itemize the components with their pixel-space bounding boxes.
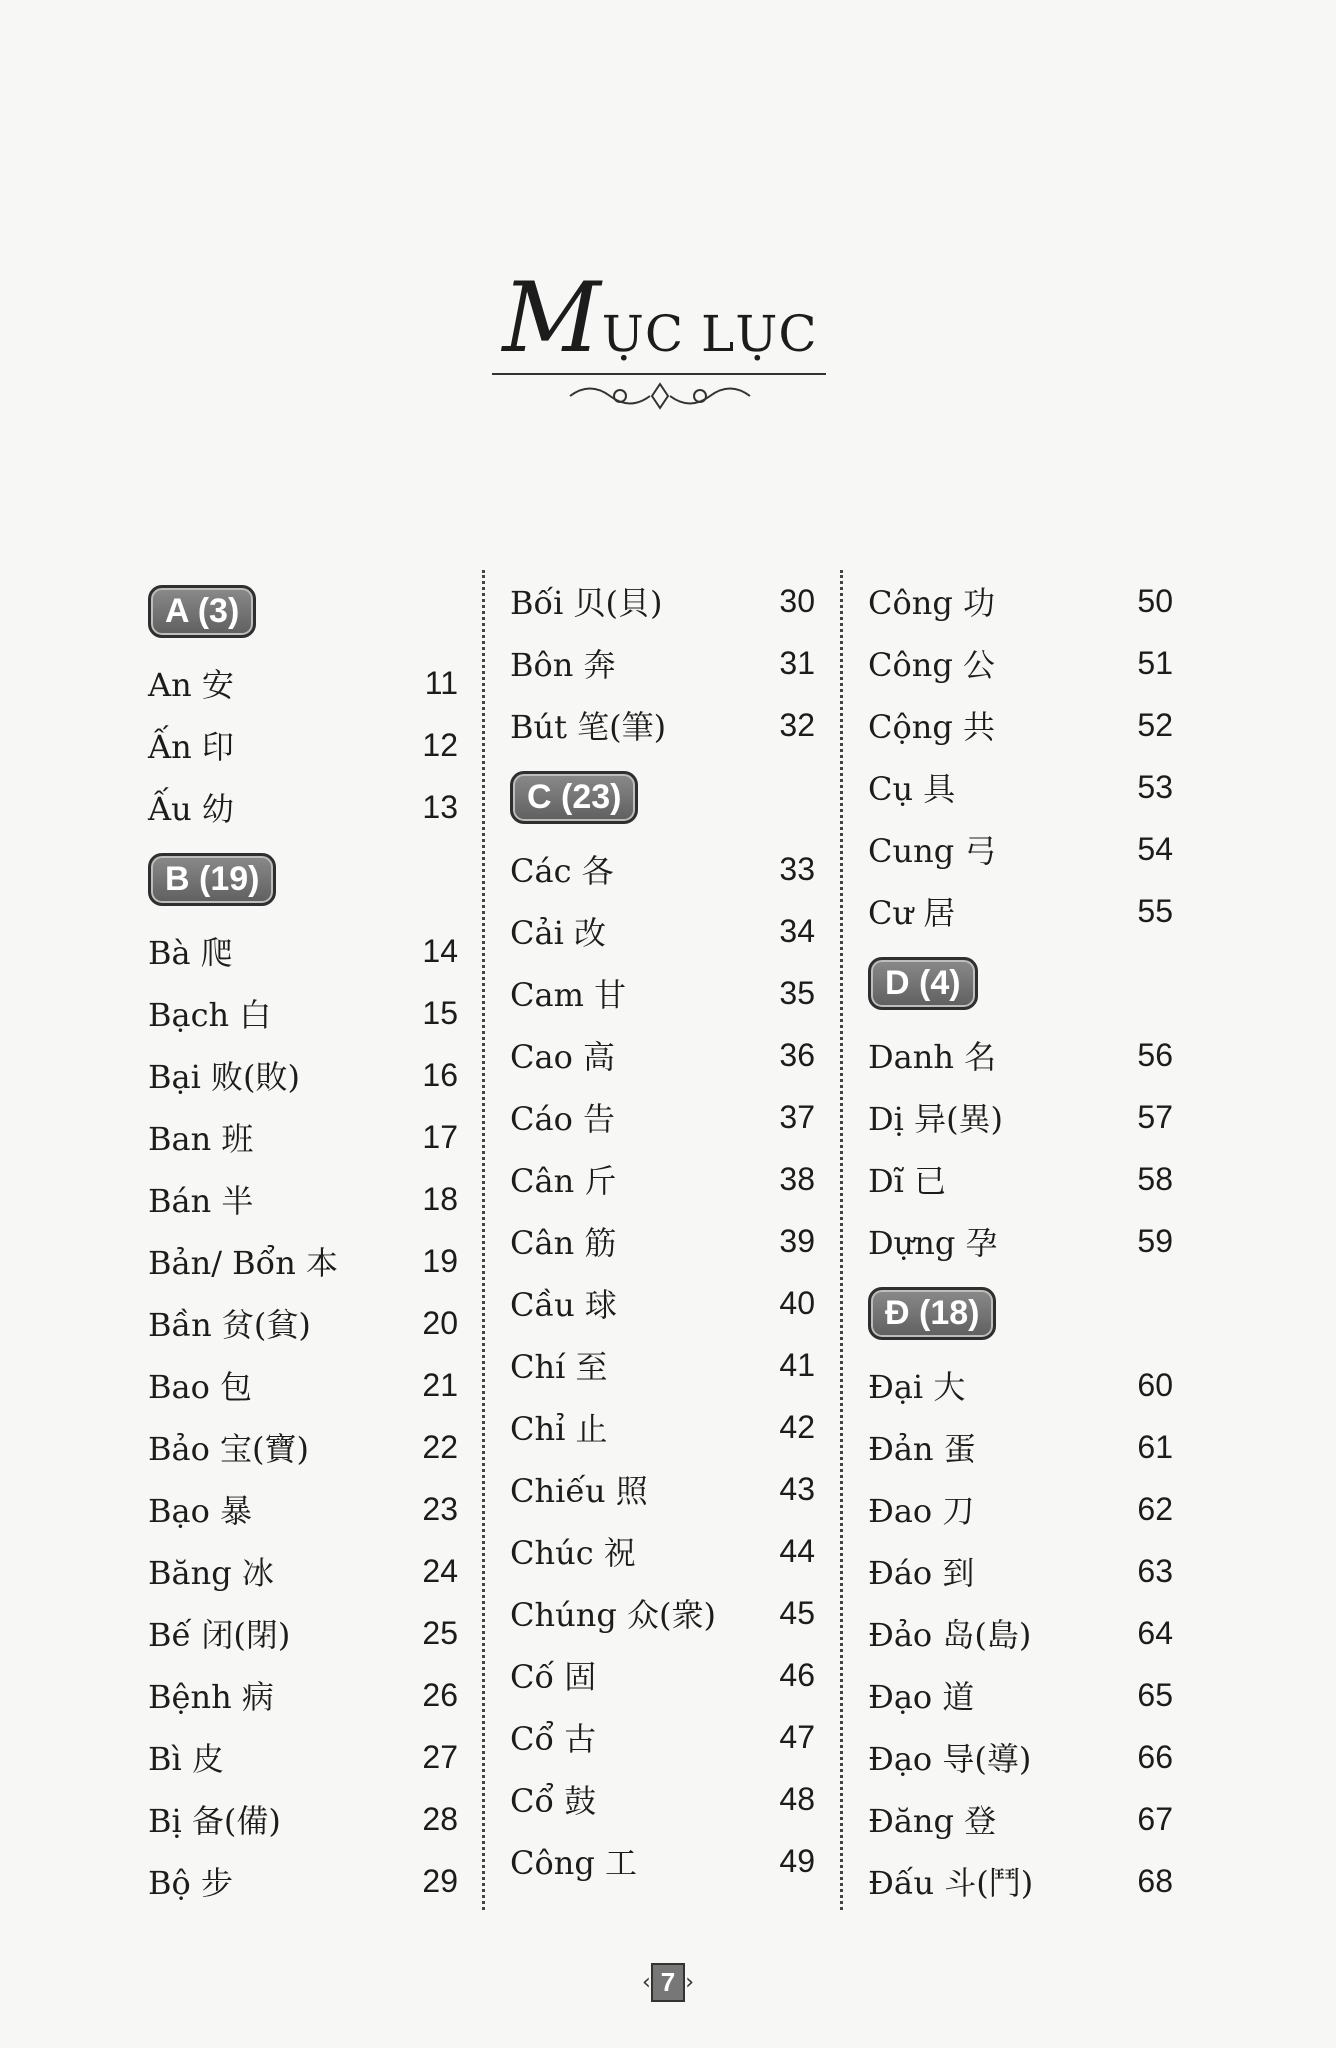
entry-page-number: 24	[422, 1552, 458, 1589]
toc-entry[interactable]	[868, 694, 1173, 756]
title-initial: M	[502, 262, 602, 374]
toc-entry[interactable]	[868, 570, 1173, 632]
toc-entry[interactable]	[510, 1458, 815, 1520]
entry-title: Đấu 斗(鬥)	[868, 1864, 1034, 1902]
entry-page-number: 33	[779, 850, 815, 887]
toc-entry[interactable]	[868, 1478, 1173, 1540]
toc-entry[interactable]	[868, 756, 1173, 818]
section-badge: A (3)	[148, 585, 256, 638]
entry-page-number: 65	[1137, 1676, 1173, 1713]
toc-entry[interactable]	[510, 1210, 815, 1272]
toc-entry[interactable]	[868, 818, 1173, 880]
toc-entry[interactable]	[510, 1582, 815, 1644]
toc-entry[interactable]	[148, 1540, 458, 1602]
entry-page-number: 41	[779, 1346, 815, 1383]
column-separator	[840, 570, 843, 1910]
toc-column-1	[148, 570, 458, 1912]
entry-page-number: 51	[1137, 644, 1173, 681]
entry-title: Cáo 告	[510, 1100, 616, 1138]
entry-title: Dựng 孕	[868, 1224, 998, 1262]
entry-page-number: 39	[779, 1222, 815, 1259]
entry-page-number: 27	[422, 1738, 458, 1775]
toc-entry[interactable]	[148, 652, 458, 714]
toc-entry[interactable]	[868, 1788, 1173, 1850]
entry-title: Bại 败(敗)	[148, 1058, 300, 1096]
entry-title: Cải 改	[510, 914, 606, 952]
toc-column-3	[868, 570, 1173, 1912]
entry-title: Bôn 奔	[510, 646, 616, 684]
entry-title: Cân 筋	[510, 1224, 617, 1262]
page-title	[0, 262, 1320, 374]
toc-entry[interactable]	[510, 1830, 815, 1892]
entry-title: Đăng 登	[868, 1802, 997, 1840]
entry-title: Đáo 到	[868, 1554, 975, 1592]
toc-entry[interactable]	[510, 962, 815, 1024]
entry-page-number: 50	[1137, 582, 1173, 619]
toc-entry[interactable]	[510, 900, 815, 962]
title-divider	[492, 373, 826, 375]
section-badge-wrap	[868, 1272, 1173, 1354]
toc-entry[interactable]	[868, 1354, 1173, 1416]
entry-page-number: 52	[1137, 706, 1173, 743]
entry-page-number: 47	[779, 1718, 815, 1755]
toc-entry[interactable]	[868, 1086, 1173, 1148]
toc-entry[interactable]	[510, 1706, 815, 1768]
toc-entry[interactable]	[868, 1602, 1173, 1664]
toc-entry[interactable]	[868, 1540, 1173, 1602]
entry-page-number: 68	[1137, 1862, 1173, 1899]
section-badge-wrap	[510, 756, 815, 838]
entry-title: Chúng 众(衆)	[510, 1596, 716, 1634]
entry-title: Bối 贝(貝)	[510, 584, 663, 622]
entry-title: Bì 皮	[148, 1740, 224, 1778]
toc-entry[interactable]	[510, 1148, 815, 1210]
entry-page-number: 53	[1137, 768, 1173, 805]
entry-page-number: 15	[422, 994, 458, 1031]
entry-title: Bảo 宝(寶)	[148, 1430, 310, 1468]
toc-column-2	[510, 570, 815, 1892]
entry-page-number: 30	[779, 582, 815, 619]
toc-entry[interactable]	[868, 1726, 1173, 1788]
entry-title: Bị 备(備)	[148, 1802, 281, 1840]
entry-page-number: 55	[1137, 892, 1173, 929]
entry-page-number: 21	[422, 1366, 458, 1403]
entry-page-number: 46	[779, 1656, 815, 1693]
toc-entry[interactable]	[148, 1044, 458, 1106]
entry-page-number: 29	[422, 1862, 458, 1899]
entry-title: Bệnh 病	[148, 1678, 274, 1716]
toc-entry[interactable]	[148, 1416, 458, 1478]
entry-title: Bút 笔(筆)	[510, 708, 667, 746]
entry-title: Ấn 印	[148, 728, 234, 766]
toc-entry[interactable]	[868, 1210, 1173, 1272]
entry-title: Công 工	[510, 1844, 638, 1882]
section-badge-wrap	[148, 838, 458, 920]
entry-page-number: 22	[422, 1428, 458, 1465]
toc-entry[interactable]	[148, 1106, 458, 1168]
entry-title: Đản 蛋	[868, 1430, 976, 1468]
toc-entry[interactable]	[148, 1788, 458, 1850]
toc-entry[interactable]	[148, 1168, 458, 1230]
toc-entry[interactable]	[868, 1148, 1173, 1210]
entry-page-number: 35	[779, 974, 815, 1011]
section-badge: D (4)	[868, 957, 978, 1010]
entry-page-number: 28	[422, 1800, 458, 1837]
entry-title: Ấu 幼	[148, 790, 234, 828]
entry-title: Các 各	[510, 852, 614, 890]
toc-entry[interactable]	[510, 1334, 815, 1396]
entry-page-number: 16	[422, 1056, 458, 1093]
entry-page-number: 64	[1137, 1614, 1173, 1651]
entry-title: Bần 贫(貧)	[148, 1306, 311, 1344]
entry-page-number: 37	[779, 1098, 815, 1135]
section-badge-wrap	[868, 942, 1173, 1024]
entry-title: Công 公	[868, 646, 996, 684]
toc-entry[interactable]	[148, 1664, 458, 1726]
entry-page-number: 14	[422, 932, 458, 969]
entry-page-number: 19	[422, 1242, 458, 1279]
toc-entry[interactable]	[148, 1850, 458, 1912]
toc-entry[interactable]	[148, 1478, 458, 1540]
entry-title: Bộ 步	[148, 1864, 233, 1902]
toc-entry[interactable]	[510, 1086, 815, 1148]
section-badge: C (23)	[510, 771, 638, 824]
ornament-icon	[560, 376, 760, 416]
toc-entry[interactable]	[148, 1354, 458, 1416]
title-rest: ỤC LỤC	[601, 305, 818, 363]
chevron-left-icon: ‹	[641, 1969, 651, 1995]
section-badge: Đ (18)	[868, 1287, 996, 1340]
entry-title: Đảo 岛(島)	[868, 1616, 1032, 1654]
entry-page-number: 49	[779, 1842, 815, 1879]
entry-page-number: 34	[779, 912, 815, 949]
entry-title: Dị 异(異)	[868, 1100, 1004, 1138]
column-separator	[482, 570, 485, 1910]
entry-page-number: 58	[1137, 1160, 1173, 1197]
entry-page-number: 59	[1137, 1222, 1173, 1259]
entry-page-number: 31	[779, 644, 815, 681]
toc-entry[interactable]	[868, 1664, 1173, 1726]
entry-title: Bản/ Bổn 本	[148, 1244, 339, 1282]
entry-title: Danh 名	[868, 1038, 997, 1076]
entry-page-number: 63	[1137, 1552, 1173, 1589]
entry-title: Cụ 具	[868, 770, 956, 808]
toc-entry[interactable]	[868, 632, 1173, 694]
entry-title: Cân 斤	[510, 1162, 617, 1200]
entry-title: Dĩ 已	[868, 1162, 947, 1200]
toc-entry[interactable]	[868, 1416, 1173, 1478]
entry-page-number: 12	[422, 726, 458, 763]
entry-page-number: 43	[779, 1470, 815, 1507]
entry-page-number: 60	[1137, 1366, 1173, 1403]
toc-entry[interactable]	[148, 982, 458, 1044]
section-badge: B (19)	[148, 853, 276, 906]
entry-title: Cổ 古	[510, 1720, 597, 1758]
entry-title: Cao 高	[510, 1038, 616, 1076]
entry-page-number: 66	[1137, 1738, 1173, 1775]
toc-entry[interactable]	[510, 1520, 815, 1582]
toc-entry[interactable]	[148, 920, 458, 982]
entry-page-number: 25	[422, 1614, 458, 1651]
toc-entry[interactable]	[510, 632, 815, 694]
entry-page-number: 45	[779, 1594, 815, 1631]
toc-entry[interactable]	[510, 1272, 815, 1334]
toc-entry[interactable]	[148, 776, 458, 838]
toc-entry[interactable]	[510, 838, 815, 900]
entry-page-number: 56	[1137, 1036, 1173, 1073]
entry-title: Đạo 导(導)	[868, 1740, 1032, 1778]
entry-page-number: 13	[422, 788, 458, 825]
toc-entry[interactable]	[510, 694, 815, 756]
chevron-right-icon: ›	[685, 1969, 695, 1995]
entry-page-number: 62	[1137, 1490, 1173, 1527]
entry-page-number: 48	[779, 1780, 815, 1817]
entry-title: Cung 弓	[868, 832, 997, 870]
entry-title: Chúc 祝	[510, 1534, 636, 1572]
entry-page-number: 40	[779, 1284, 815, 1321]
entry-page-number: 67	[1137, 1800, 1173, 1837]
entry-title: Cố 固	[510, 1658, 597, 1696]
page-footer	[632, 1948, 704, 2016]
toc-entry[interactable]	[510, 1024, 815, 1086]
page-number: 7	[651, 1963, 685, 2002]
toc-entry[interactable]	[148, 1292, 458, 1354]
entry-page-number: 54	[1137, 830, 1173, 867]
entry-page-number: 36	[779, 1036, 815, 1073]
entry-title: An 安	[148, 666, 234, 704]
entry-title: Bế 闭(閉)	[148, 1616, 291, 1654]
toc-entry[interactable]	[148, 714, 458, 776]
toc-entry[interactable]	[510, 1396, 815, 1458]
entry-title: Cầu 球	[510, 1286, 617, 1324]
entry-title: Cổ 鼓	[510, 1782, 597, 1820]
entry-title: Cộng 共	[868, 708, 996, 746]
entry-title: Chí 至	[510, 1348, 608, 1386]
entry-page-number: 23	[422, 1490, 458, 1527]
entry-title: Đạo 道	[868, 1678, 975, 1716]
entry-page-number: 44	[779, 1532, 815, 1569]
entry-page-number: 26	[422, 1676, 458, 1713]
entry-title: Chiếu 照	[510, 1472, 648, 1510]
entry-page-number: 18	[422, 1180, 458, 1217]
entry-page-number: 11	[424, 664, 458, 701]
entry-title: Ban 班	[148, 1120, 254, 1158]
toc-entry[interactable]	[868, 1850, 1173, 1912]
entry-title: Bạch 白	[148, 996, 272, 1034]
entry-title: Cam 甘	[510, 976, 627, 1014]
toc-entry[interactable]	[148, 1602, 458, 1664]
entry-title: Công 功	[868, 584, 996, 622]
entry-page-number: 38	[779, 1160, 815, 1197]
entry-title: Chỉ 止	[510, 1410, 608, 1448]
toc-entry[interactable]	[148, 1726, 458, 1788]
entry-page-number: 20	[422, 1304, 458, 1341]
entry-title: Băng 冰	[148, 1554, 274, 1592]
entry-page-number: 42	[779, 1408, 815, 1445]
entry-title: Bán 半	[148, 1182, 254, 1220]
toc-entry[interactable]	[510, 570, 815, 632]
entry-title: Đao 刀	[868, 1492, 975, 1530]
toc-entry[interactable]	[148, 1230, 458, 1292]
toc-entry[interactable]	[510, 1768, 815, 1830]
toc-entry[interactable]	[868, 1024, 1173, 1086]
entry-page-number: 32	[779, 706, 815, 743]
entry-title: Cư 居	[868, 894, 956, 932]
entry-title: Đại 大	[868, 1368, 966, 1406]
entry-title: Bà 爬	[148, 934, 233, 972]
entry-page-number: 57	[1137, 1098, 1173, 1135]
entry-title: Bao 包	[148, 1368, 253, 1406]
toc-entry[interactable]	[868, 880, 1173, 942]
entry-page-number: 17	[422, 1118, 458, 1155]
section-badge-wrap	[148, 570, 458, 652]
entry-page-number: 61	[1137, 1428, 1173, 1465]
entry-title: Bạo 暴	[148, 1492, 253, 1530]
toc-entry[interactable]	[510, 1644, 815, 1706]
